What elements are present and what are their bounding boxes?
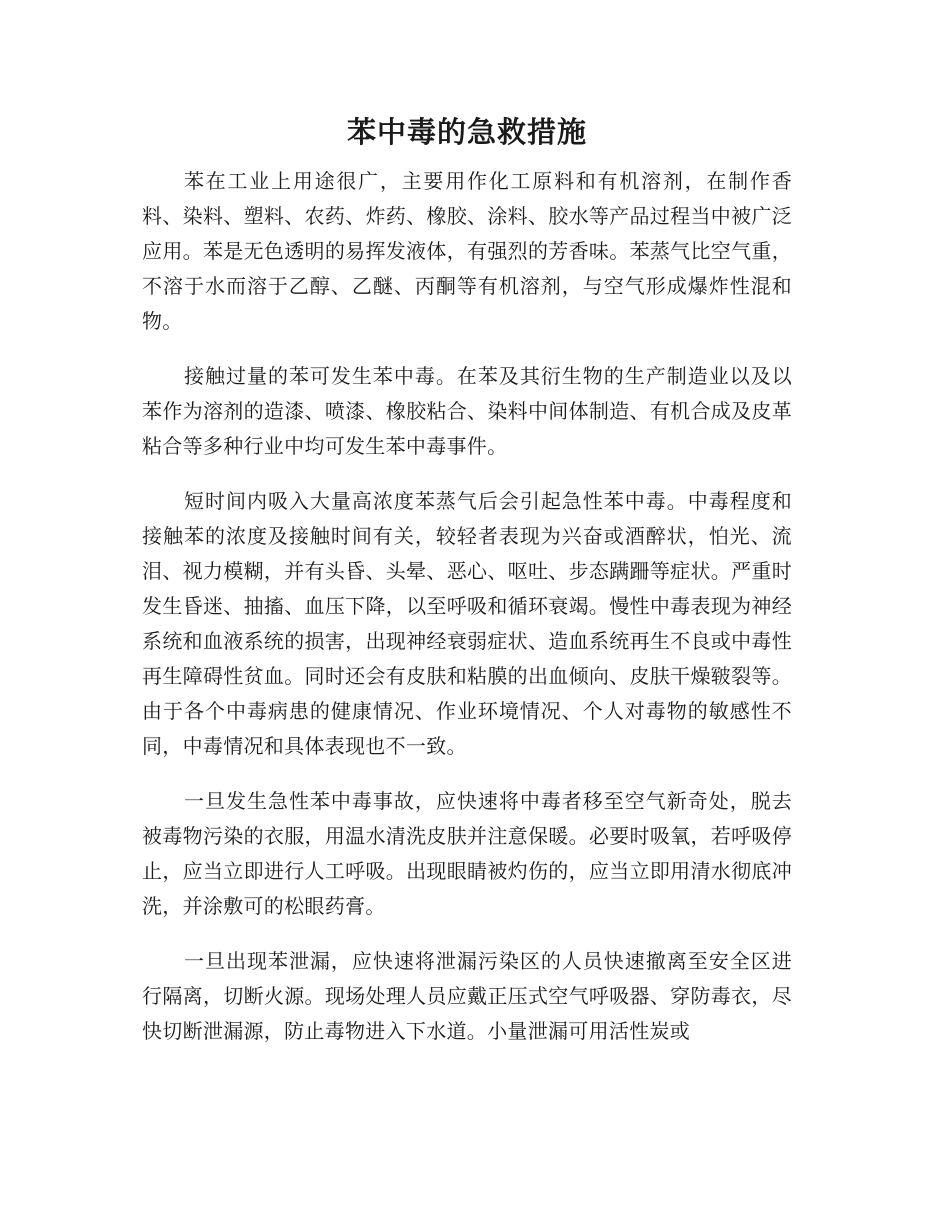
document-page (142, 112, 792, 1069)
paragraph-5: 一旦出现苯泄漏，应快速将泄漏污染区的人员快速撤离至安全区进行隔离，切断火源。现场处理人员应戴正压式空气呼吸器、穿防毒衣，尽快切断泄漏源，防止毒物进入下水道。小量泄漏可用活性炭或 (142, 949, 792, 1043)
paragraph-1: 苯在工业上用途很广，主要用作化工原料和有机溶剂，在制作香料、染料、塑料、农药、炸药、橡胶、涂料、胶水等产品过程当中被广泛应用。苯是无色透明的易挥发液体，有强烈的芳香味。苯蒸气比空气重，不溶于水而溶于乙醇、乙醚、丙酮等有机溶剂，与空气形成爆炸性混和物。 (142, 169, 792, 333)
paragraph-2: 接触过量的苯可发生苯中毒。在苯及其衍生物的生产制造业以及以苯作为溶剂的造漆、喷漆、橡胶粘合、染料中间体制造、有机合成及皮革粘合等多种行业中均可发生苯中毒事件。 (142, 364, 792, 458)
paragraph-4: 一旦发生急性苯中毒事故，应快速将中毒者移至空气新奇处，脱去被毒物污染的衣服，用温水清洗皮肤并注意保暖。必要时吸氧，若呼吸停止，应当立即进行人工呼吸。出现眼睛被灼伤的，应当立即用清水彻底冲洗，并涂敷可的松眼药膏。 (142, 789, 792, 918)
paragraph-3: 短时间内吸入大量高浓度苯蒸气后会引起急性苯中毒。中毒程度和接触苯的浓度及接触时间有关，较轻者表现为兴奋或酒醉状，怕光、流泪、视力模糊，并有头昏、头晕、恶心、呕吐、步态蹒跚等症状。严重时发生昏迷、抽搐、血压下降，以至呼吸和循环衰竭。慢性中毒表现为神经系统和血液系统的损害，出现神经衰弱症状、造血系统再生不良或中毒性再生障碍性贫血。同时还会有皮肤和粘膜的出血倾向、皮肤干燥皲裂等。由于各个中毒病患的健康情况、作业环境情况、个人对毒物的敏感性不同，中毒情况和具体表现也不一致。 (142, 489, 792, 758)
document-title: 苯中毒的急救措施 (346, 115, 587, 149)
